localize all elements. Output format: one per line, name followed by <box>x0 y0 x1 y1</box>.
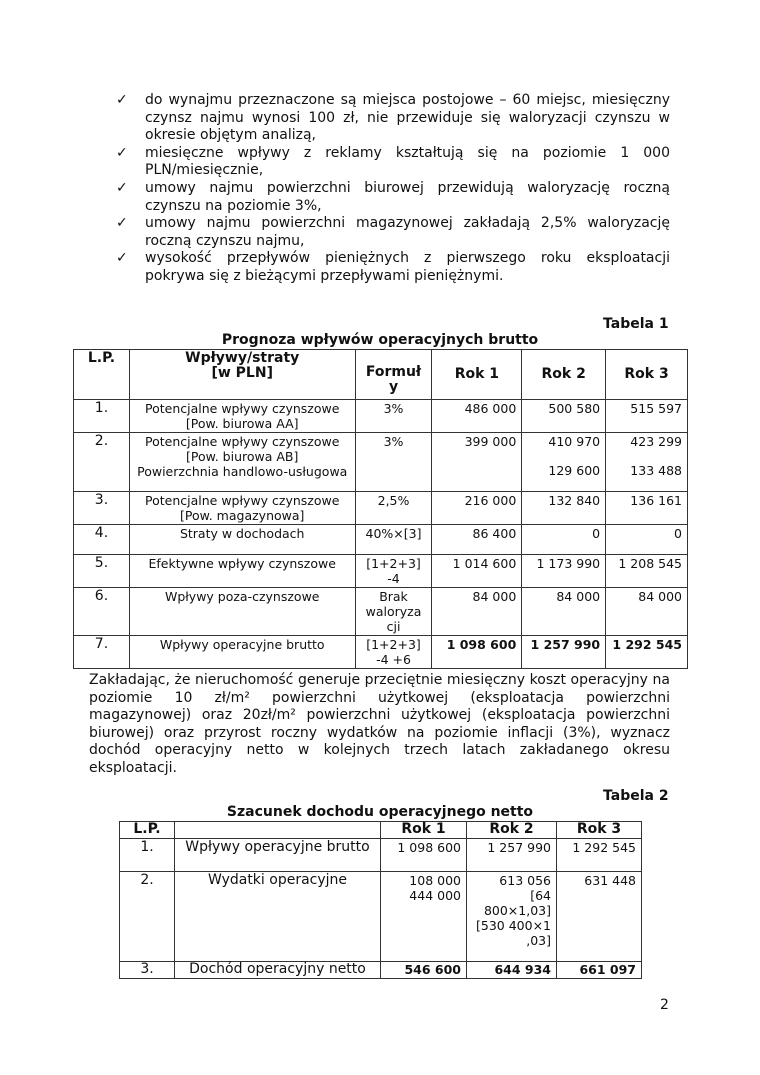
row-year3 <box>606 433 688 492</box>
table-row <box>74 588 688 636</box>
list-item-text: miesięczne wpływy z reklamy kształtują się na poziomie 1 000 PLN/miesięcznie, <box>145 144 670 179</box>
row-year3: 1 292 545 <box>557 839 642 872</box>
table-header-row <box>120 822 642 839</box>
row-name: Potencjalne wpływy czynszowe [Pow. biurowa AA] <box>129 400 355 433</box>
row-year1: 1 098 600 <box>432 636 522 669</box>
row-year1: 86 400 <box>432 525 522 555</box>
row-year1: 1 098 600 <box>381 839 467 872</box>
row-year2: 1 257 990 <box>467 839 557 872</box>
row-formula: 3% <box>355 433 432 492</box>
header-lp: L.P. <box>74 350 130 400</box>
row-lp: 2. <box>74 433 130 492</box>
list-item <box>116 92 670 145</box>
row-year2: 1 173 990 <box>522 555 606 588</box>
header-formula: Formuł y <box>355 350 432 400</box>
row-name-part2: Powierzchnia handlowo-usługowa <box>137 464 348 479</box>
row-lp: 1. <box>120 839 175 872</box>
value: 423 299 <box>630 434 682 449</box>
table-row <box>74 636 688 669</box>
row-name-part1: Potencjalne wpływy czynszowe [Pow. biurowa AB] <box>145 434 340 464</box>
checkmark-icon: ✓ <box>116 215 128 232</box>
value: 410 970 <box>548 434 601 449</box>
table1 <box>73 349 688 669</box>
row-year3: 515 597 <box>606 400 688 433</box>
table2 <box>119 821 642 979</box>
row-lp: 2. <box>120 872 175 962</box>
value: 129 600 <box>548 463 601 478</box>
table-row <box>120 839 642 872</box>
checkmark-icon: ✓ <box>116 250 128 267</box>
header-item: Wpływy/straty [w PLN] <box>129 350 355 400</box>
row-year2: 1 257 990 <box>522 636 606 669</box>
row-year3: 136 161 <box>606 492 688 525</box>
row-year3: 1 208 545 <box>606 555 688 588</box>
header-year3: Rok 3 <box>557 822 642 839</box>
table-header-row <box>74 350 688 400</box>
row-formula: [1+2+3] -4 +6 <box>355 636 432 669</box>
row-name: Wpływy operacyjne brutto <box>175 839 381 872</box>
list-item <box>116 250 670 285</box>
list-item <box>116 180 670 215</box>
table1-label: Tabela 1 <box>603 316 669 332</box>
row-year1: 486 000 <box>432 400 522 433</box>
row-name: Efektywne wpływy czynszowe <box>129 555 355 588</box>
row-year2: 644 934 <box>467 962 557 979</box>
row-name <box>129 433 355 492</box>
row-lp: 4. <box>74 525 130 555</box>
row-lp: 3. <box>74 492 130 525</box>
list-item-text: umowy najmu powierzchni biurowej przewidują waloryzację roczną czynszu na poziomie 3%, <box>145 179 670 214</box>
table-row <box>74 492 688 525</box>
row-year1: 546 600 <box>381 962 467 979</box>
table-row <box>74 555 688 588</box>
row-formula: 3% <box>355 400 432 433</box>
header-lp: L.P. <box>120 822 175 839</box>
list-item-text: do wynajmu przeznaczone są miejsca postojowe – 60 miejsc, miesięczny czynsz najmu wynosi 100 zł, nie przewiduje się waloryzacji czynszu w okresie objętym analizą, <box>145 92 670 144</box>
row-lp: 3. <box>120 962 175 979</box>
row-name: Wydatki operacyjne <box>175 872 381 962</box>
row-year2: 613 056 [64 800×1,03] [530 400×1 ,03] <box>467 872 557 962</box>
row-year2: 500 580 <box>522 400 606 433</box>
table-row <box>120 872 642 962</box>
row-year2 <box>522 433 606 492</box>
row-year2: 132 840 <box>522 492 606 525</box>
row-year2: 0 <box>522 525 606 555</box>
row-formula: [1+2+3] -4 <box>355 555 432 588</box>
table-row <box>74 400 688 433</box>
table-row <box>120 962 642 979</box>
row-year2: 84 000 <box>522 588 606 636</box>
row-formula: Brak waloryza cji <box>355 588 432 636</box>
header-year2: Rok 2 <box>467 822 557 839</box>
header-year1: Rok 1 <box>381 822 467 839</box>
header-year1: Rok 1 <box>432 350 522 400</box>
task-paragraph: Zakładając, że nieruchomość generuje przeciętnie miesięczny koszt operacyjny na poziomie 10 zł/m² powierzchni użytkowej (eksploatacja powierzchni magazynowej) oraz 20zł/m² powierzchni użytkowej (eksploatacja powierzchni biurowej) oraz przyrost roczny wydatków na poziomie inflacji (3%), wyznacz dochód operacyjny netto w kolejnych trzech latach zakładanego okresu eksploatacji. <box>89 672 670 776</box>
row-year3: 0 <box>606 525 688 555</box>
row-year3: 1 292 545 <box>606 636 688 669</box>
table-row <box>74 525 688 555</box>
row-lp: 6. <box>74 588 130 636</box>
row-lp: 1. <box>74 400 130 433</box>
row-year3: 631 448 <box>557 872 642 962</box>
list-item <box>116 145 670 180</box>
row-year1: 1 014 600 <box>432 555 522 588</box>
header-year3: Rok 3 <box>606 350 688 400</box>
value: 133 488 <box>630 463 682 478</box>
row-year1: 399 000 <box>432 433 522 492</box>
table-row <box>74 433 688 492</box>
row-name: Straty w dochodach <box>129 525 355 555</box>
row-year1: 84 000 <box>432 588 522 636</box>
row-formula: 2,5% <box>355 492 432 525</box>
row-name: Wpływy operacyjne brutto <box>129 636 355 669</box>
row-year1: 216 000 <box>432 492 522 525</box>
assumptions-list <box>116 92 670 286</box>
row-name: Wpływy poza-czynszowe <box>129 588 355 636</box>
checkmark-icon: ✓ <box>116 92 128 108</box>
list-item <box>116 215 670 250</box>
header-item <box>175 822 381 839</box>
row-year1: 108 000 444 000 <box>381 872 467 962</box>
header-year2: Rok 2 <box>522 350 606 400</box>
table1-title: Prognoza wpływów operacyjnych brutto <box>221 332 539 348</box>
checkmark-icon: ✓ <box>116 144 128 161</box>
row-lp: 7. <box>74 636 130 669</box>
page-number: 2 <box>660 997 669 1013</box>
row-name: Potencjalne wpływy czynszowe [Pow. magazynowa] <box>129 492 355 525</box>
list-item-text: umowy najmu powierzchni magazynowej zakładają 2,5% waloryzację roczną czynszu najmu, <box>145 215 670 249</box>
row-lp: 5. <box>74 555 130 588</box>
table2-title: Szacunek dochodu operacyjnego netto <box>226 804 534 820</box>
row-formula: 40%×[3] <box>355 525 432 555</box>
table2-label: Tabela 2 <box>603 788 669 804</box>
list-item-text: wysokość przepływów pieniężnych z pierwszego roku eksploatacji pokrywa się z bieżącymi przepływami pieniężnymi. <box>145 250 670 284</box>
row-year3: 661 097 <box>557 962 642 979</box>
checkmark-icon: ✓ <box>116 179 128 196</box>
row-year3: 84 000 <box>606 588 688 636</box>
row-name: Dochód operacyjny netto <box>175 962 381 979</box>
